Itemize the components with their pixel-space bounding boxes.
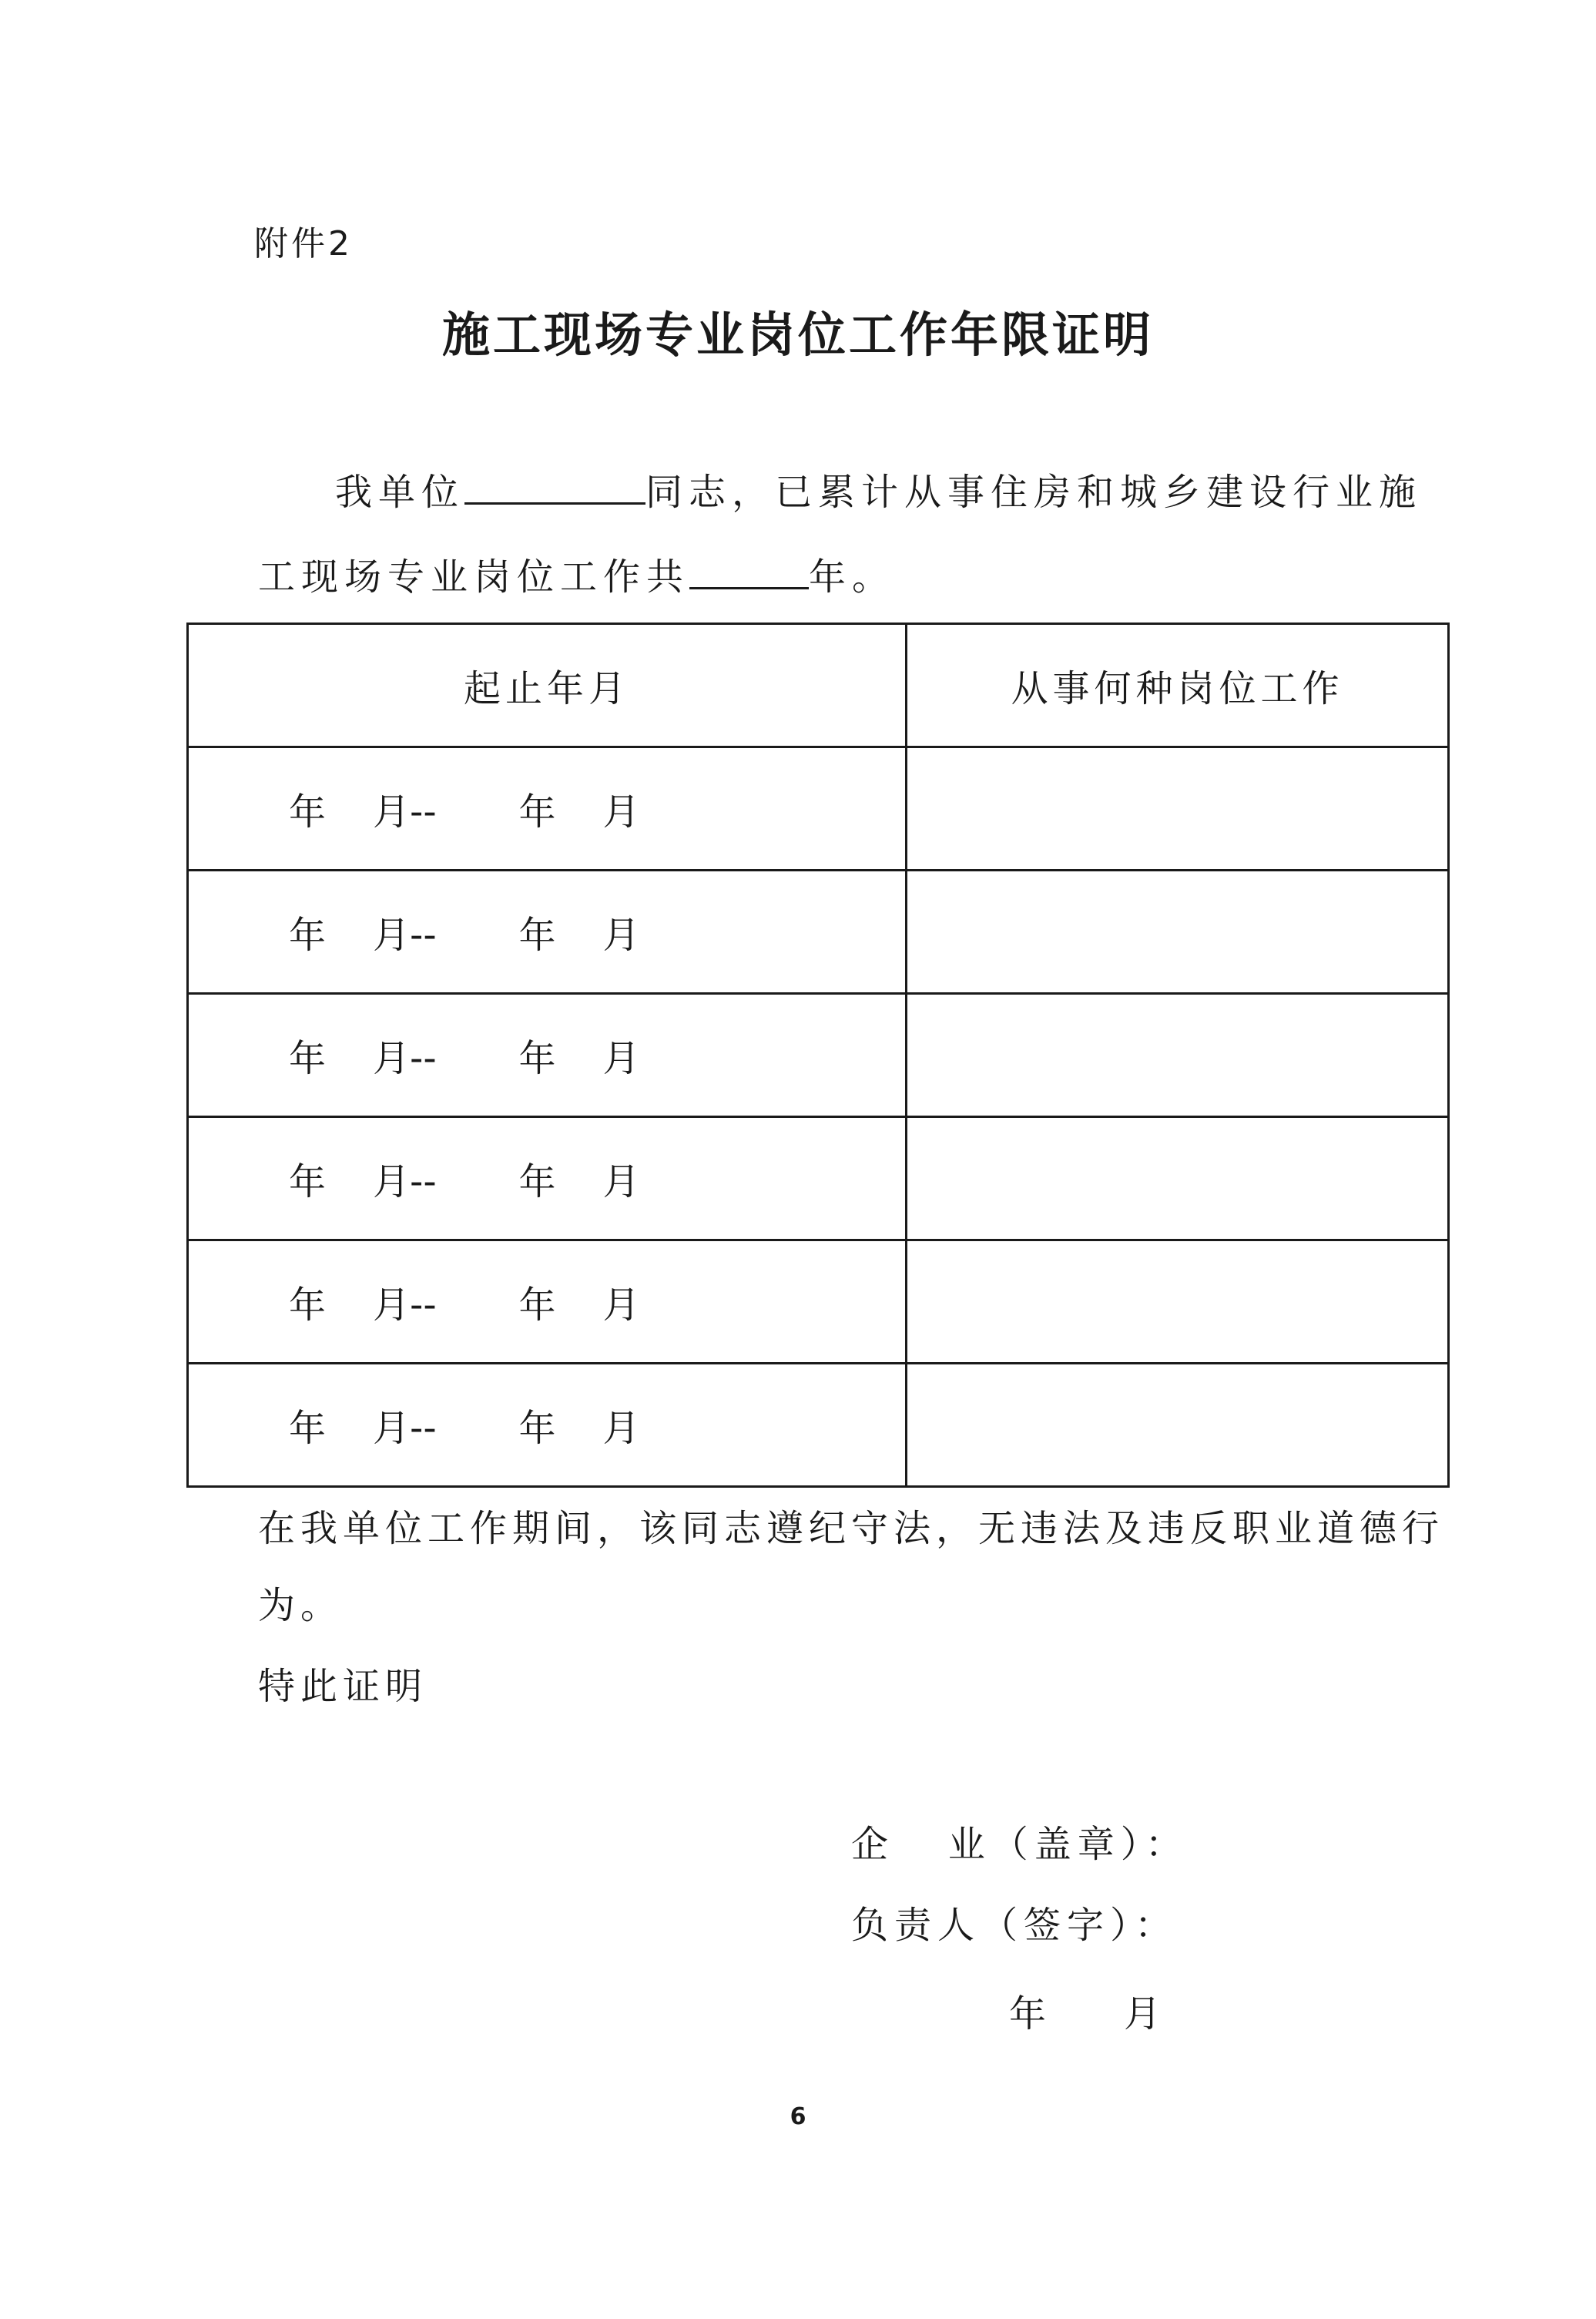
page-number: 6 (790, 2103, 806, 2130)
document-title: 施工现场专业岗位工作年限证明 (441, 307, 1154, 363)
signature-date: 年 月 (1009, 1992, 1168, 2035)
years-blank[interactable] (689, 556, 809, 589)
period-cell[interactable]: 年 月-- 年 月 (188, 1240, 907, 1364)
header-period: 起止年月 (188, 624, 907, 747)
period-cell[interactable]: 年 月-- 年 月 (188, 994, 907, 1117)
period-cell[interactable]: 年 月-- 年 月 (188, 747, 907, 871)
position-cell[interactable] (907, 994, 1449, 1117)
certify-line-1-suffix: 同志，已累计从事住房和城乡建设行业施 (645, 471, 1423, 514)
certify-line-2-prefix: 工现场专业岗位工作共 (258, 555, 690, 599)
statement-line-1: 在我单位工作期间，该同志遵纪守法，无违法及违反职业道德行 (258, 1507, 1445, 1550)
certify-line-2 (258, 547, 895, 600)
table-row (188, 1240, 1449, 1364)
certify-line-1-prefix: 我单位 (335, 471, 465, 514)
position-cell[interactable] (907, 1117, 1449, 1240)
company-seal-label: 企 业（盖章）： (851, 1823, 1189, 1866)
period-cell[interactable]: 年 月-- 年 月 (188, 871, 907, 994)
position-cell[interactable] (907, 1364, 1449, 1487)
position-cell[interactable] (907, 1240, 1449, 1364)
responsible-person-label: 负责人（签字）： (851, 1904, 1179, 1947)
position-cell[interactable] (907, 747, 1449, 871)
period-cell[interactable]: 年 月-- 年 月 (188, 1117, 907, 1240)
table-row (188, 1117, 1449, 1240)
table-header-row (188, 624, 1449, 747)
statement-line-2: 为。 (258, 1584, 344, 1627)
table-row (188, 994, 1449, 1117)
certify-line-1 (335, 462, 1422, 515)
table-row (188, 871, 1449, 994)
period-cell[interactable]: 年 月-- 年 月 (188, 1364, 907, 1487)
table-row (188, 747, 1449, 871)
work-history-table (186, 623, 1450, 1488)
closing-text: 特此证明 (258, 1665, 428, 1708)
name-blank[interactable] (464, 472, 645, 505)
header-position: 从事何种岗位工作 (907, 624, 1449, 747)
attachment-label: 附件2 (254, 224, 353, 263)
table-row (188, 1364, 1449, 1487)
certify-line-2-suffix: 年。 (809, 555, 896, 599)
position-cell[interactable] (907, 871, 1449, 994)
